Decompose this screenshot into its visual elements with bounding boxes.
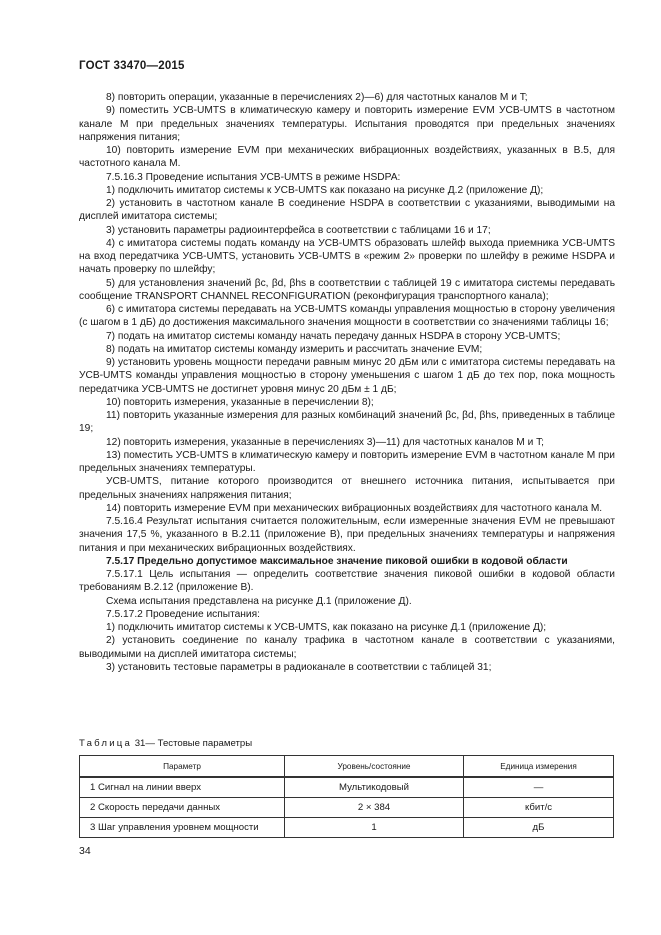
paragraph: 2) установить соединение по каналу трафика в частотном канале в соответствии с указаниями, выводимыми на дисплей имитатора системы; — [79, 635, 615, 660]
table-cell: 1 Сигнал на линии вверх — [80, 777, 285, 798]
table-caption-title: 31— Тестовые параметры — [134, 738, 253, 749]
table-cell: 1 — [285, 818, 464, 838]
paragraph: 8) повторить операции, указанные в перечислениях 2)—6) для частотных каналов M и T; — [106, 92, 528, 103]
body-text — [79, 91, 615, 674]
paragraph: 11) повторить указанные измерения для разных комбинаций значений βc, βd, βhs, приведенных в таблице 19; — [79, 410, 615, 435]
paragraph: 6) с имитатора системы передавать на УСВ-UMTS команды управления мощностью в сторону увеличения (с шагом в 1 дБ) до достижения максимального значения мощности в соответствии со значениями таблицы 16; — [79, 304, 615, 329]
paragraph: 1) подключить имитатор системы к УСВ-UMTS как показано на рисунке Д.2 (приложение Д); — [106, 184, 544, 196]
table-header-row — [80, 756, 614, 778]
paragraph: УСВ-UMTS, питание которого производится от внешнего источника питания, испытывается при предельных значениях напряжения питания; — [79, 476, 615, 501]
table-cell: 3 Шаг управления уровнем мощности — [80, 818, 285, 838]
paragraph: 9) установить уровень мощности передачи равным минус 20 дБм или с имитатора системы передавать на УСВ-UMTS команды управления мощностью в сторону уменьшения с шагом 1 дБ до тех пор, пока мощность передатчика УСВ-UMTS не достигнет уровня минус 20 дБм ± 1 дБ; — [79, 357, 615, 395]
paragraph: 12) повторить измерения, указанные в перечислениях 3)—11) для частотных каналов M и T; — [106, 436, 545, 448]
table-header-cell: Единица измерения — [464, 756, 614, 778]
paragraph: Схема испытания представлена на рисунке Д.1 (приложение Д). — [106, 595, 412, 607]
paragraph: 7.5.17.1 Цель испытания — определить соответствие значения пиковой ошибки в кодовой области требованиям В.2.12 (приложение В). — [79, 569, 615, 594]
paragraph: 13) поместить УСВ-UMTS в климатическую камеру и повторить измерение EVM в частотном канале M при предельных значениях температуры. — [79, 449, 615, 474]
test-parameters-table — [79, 755, 614, 838]
paragraph: 7.5.17.2 Проведение испытания: — [106, 608, 260, 620]
table-header-cell: Уровень/состояние — [285, 756, 464, 778]
paragraph: 5) для установления значений βc, βd, βhs в соответствии с таблицей 19 с имитатора системы передавать сообщение TRANSPORT CHANNEL RECONFIGURATION (реконфигурация транспортного канала); — [79, 277, 615, 302]
paragraph: 7.5.16.4 Результат испытания считается положительным, если измеренные значения EVM не превышают значения 17,5 %, указанного в В.2.11 (приложение В), при предельных значениях температуры и напряжения питания и при механических вибрационных воздействиях. — [79, 516, 615, 554]
table-cell: 2 Скорость передачи данных — [80, 798, 285, 818]
paragraph: 9) поместить УСВ-UMTS в климатическую камеру и повторить измерение EVM УСВ-UMTS в частотном канале M при предельных значениях температуры. Испытания проводятся при предельных значениях напряжения питания; — [79, 105, 615, 143]
table-row — [80, 777, 614, 798]
paragraph: 3) установить параметры радиоинтерфейса в соответствии с таблицами 16 и 17; — [106, 224, 491, 236]
table-cell: 2 × 384 — [285, 798, 464, 818]
table-caption-label: Таблица — [79, 738, 133, 749]
table-caption — [79, 738, 252, 749]
table-header-cell: Параметр — [80, 756, 285, 778]
paragraph: 14) повторить измерение EVM при механических вибрационных воздействиях для частотного канала M. — [106, 502, 603, 514]
paragraph: 2) установить в частотном канале B соединение HSDPA в соответствии с указаниями, выводимыми на дисплей имитатора системы; — [79, 198, 615, 223]
table-cell: — — [464, 777, 614, 798]
page-number: 34 — [79, 845, 91, 857]
section-heading: 7.5.17 Предельно допустимое максимальное значение пиковой ошибки в кодовой области — [106, 555, 568, 567]
paragraph: 8) подать на имитатор системы команду измерить и рассчитать значение EVM; — [106, 343, 483, 355]
table-row — [80, 798, 614, 818]
table-cell: Мультикодовый — [285, 777, 464, 798]
paragraph: 10) повторить измерение EVM при механических вибрационных воздействиях, указанных в В.5, для частотного канала M. — [79, 145, 615, 170]
document-header: ГОСТ 33470—2015 — [79, 60, 185, 72]
paragraph: 1) подключить имитатор системы к УСВ-UMTS, как показано на рисунке Д.1 (приложение Д); — [106, 622, 547, 633]
paragraph: 4) с имитатора системы подать команду на УСВ-UMTS образовать шлейф выхода приемника УСВ-UMTS на вход передатчика УСВ-UMTS, установить УСВ-UMTS в «режим 2» проверки по шлейфу в режиме HSDPA и начать проверку по шлейфу; — [79, 237, 615, 276]
section-heading: 7.5.16.3 Проведение испытания УСВ-UMTS в режиме HSDPA: — [106, 171, 401, 183]
table-cell: дБ — [464, 818, 614, 838]
table-cell: кбит/с — [464, 798, 614, 818]
paragraph: 7) подать на имитатор системы команду начать передачу данных HSDPA в сторону УСВ-UMTS; — [106, 330, 561, 342]
table-row — [80, 818, 614, 838]
paragraph: 10) повторить измерения, указанные в перечислении 8); — [106, 396, 374, 408]
paragraph: 3) установить тестовые параметры в радиоканале в соответствии с таблицей 31; — [106, 661, 492, 673]
